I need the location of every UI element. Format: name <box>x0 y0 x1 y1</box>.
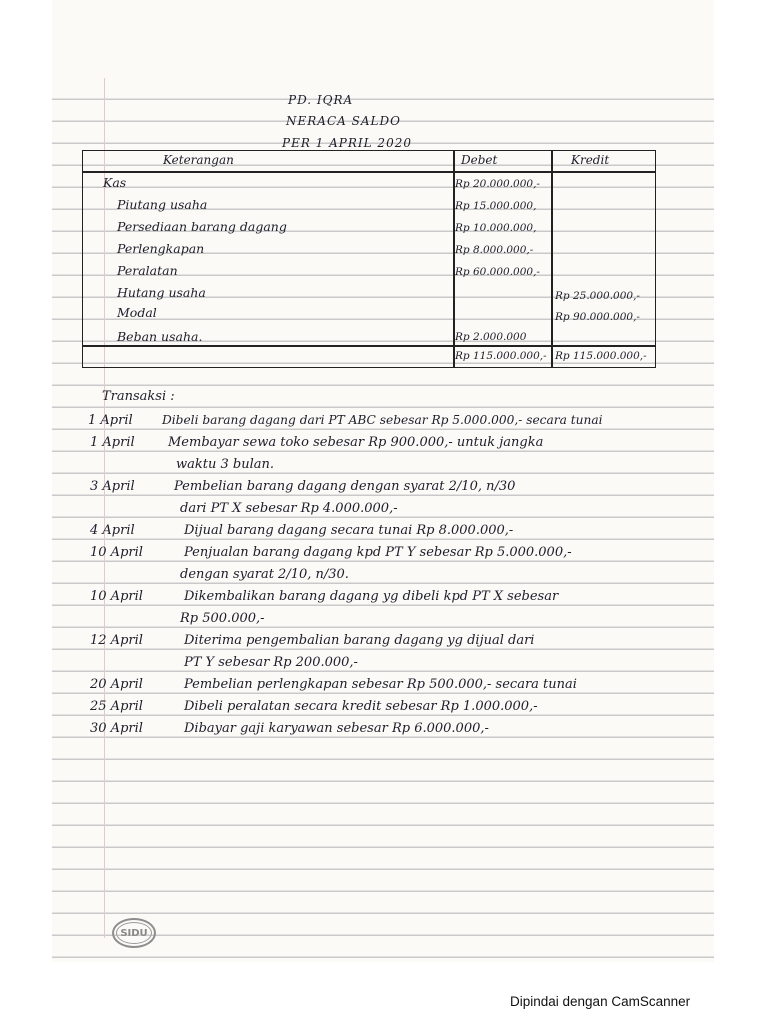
notebook-logo <box>112 918 156 948</box>
transaction-text: Dibayar gaji karyawan sebesar Rp 6.000.000,- <box>184 721 489 736</box>
transaction-date: 1 April <box>88 413 133 428</box>
transaction-date: 3 April <box>90 479 135 494</box>
table-row-debit: Rp 8.000.000,- <box>455 244 534 256</box>
transaction-text: Dibeli peralatan secara kredit sebesar Rp 1.000.000,- <box>184 699 538 714</box>
table-row-debit: Rp 60.000.000,- <box>455 266 540 278</box>
company-name: PD. IQRA <box>288 93 354 107</box>
trial-balance-table <box>82 150 656 368</box>
transaction-date: 20 April <box>90 677 143 692</box>
table-row-account: Beban usaha. <box>117 329 203 344</box>
transaction-text: PT Y sebesar Rp 200.000,- <box>184 655 358 670</box>
transaction-text: Diterima pengembalian barang dagang yg dijual dari <box>184 633 535 648</box>
table-row-account: Hutang usaha <box>117 285 206 300</box>
table-row-account: Persediaan barang dagang <box>117 219 287 234</box>
table-row-debit: Rp 15.000.000, <box>455 200 537 212</box>
table-row-credit: Rp 25.000.000,- <box>555 290 640 302</box>
column-header-kredit: Kredit <box>571 153 610 167</box>
table-row-account: Peralatan <box>117 263 178 278</box>
notebook-logo-text: SIDU <box>116 922 152 944</box>
table-row-account: Piutang usaha <box>117 197 208 212</box>
table-row-account: Perlengkapan <box>117 241 205 256</box>
transaction-text: Pembelian barang dagang dengan syarat 2/10, n/30 <box>174 479 516 494</box>
transaction-text: Dibeli barang dagang dari PT ABC sebesar Rp 5.000.000,- secara tunai <box>162 413 603 427</box>
document-period: PER 1 APRIL 2020 <box>282 136 412 150</box>
transactions-title: Transaksi : <box>102 389 175 404</box>
transaction-text: Dikembalikan barang dagang yg dibeli kpd PT X sebesar <box>184 589 559 604</box>
transaction-date: 25 April <box>90 699 143 714</box>
transaction-text: dengan syarat 2/10, n/30. <box>180 567 349 582</box>
transaction-date: 10 April <box>90 545 143 560</box>
transaction-date: 4 April <box>90 523 135 538</box>
column-header-keterangan: Keterangan <box>163 153 234 167</box>
document-title: NERACA SALDO <box>286 114 401 128</box>
transaction-text: Rp 500.000,- <box>180 611 265 626</box>
table-row-debit: Rp 10.000.000, <box>455 222 537 234</box>
transaction-text: waktu 3 bulan. <box>176 457 274 472</box>
table-row-credit: Rp 90.000.000,- <box>555 311 640 323</box>
table-row-account: Kas <box>103 175 127 190</box>
transaction-text: Membayar sewa toko sebesar Rp 900.000,- untuk jangka <box>168 435 544 450</box>
transaction-text: Pembelian perlengkapan sebesar Rp 500.000,- secara tunai <box>184 677 577 692</box>
total-credit: Rp 115.000.000,- <box>555 350 647 362</box>
transaction-text: Penjualan barang dagang kpd PT Y sebesar Rp 5.000.000,- <box>184 545 572 560</box>
transaction-date: 12 April <box>90 633 143 648</box>
scanner-watermark: Dipindai dengan CamScanner <box>510 994 691 1009</box>
table-row-account: Modal <box>117 305 157 320</box>
table-row-debit: Rp 2.000.000 <box>455 331 527 343</box>
column-header-debet: Debet <box>461 153 498 167</box>
transaction-date: 10 April <box>90 589 143 604</box>
transaction-date: 30 April <box>90 721 143 736</box>
transaction-text: Dijual barang dagang secara tunai Rp 8.000.000,- <box>184 523 514 538</box>
transaction-text: dari PT X sebesar Rp 4.000.000,- <box>180 501 398 516</box>
total-debit: Rp 115.000.000,- <box>455 350 547 362</box>
table-row-debit: Rp 20.000.000,- <box>455 178 540 190</box>
transaction-date: 1 April <box>90 435 135 450</box>
